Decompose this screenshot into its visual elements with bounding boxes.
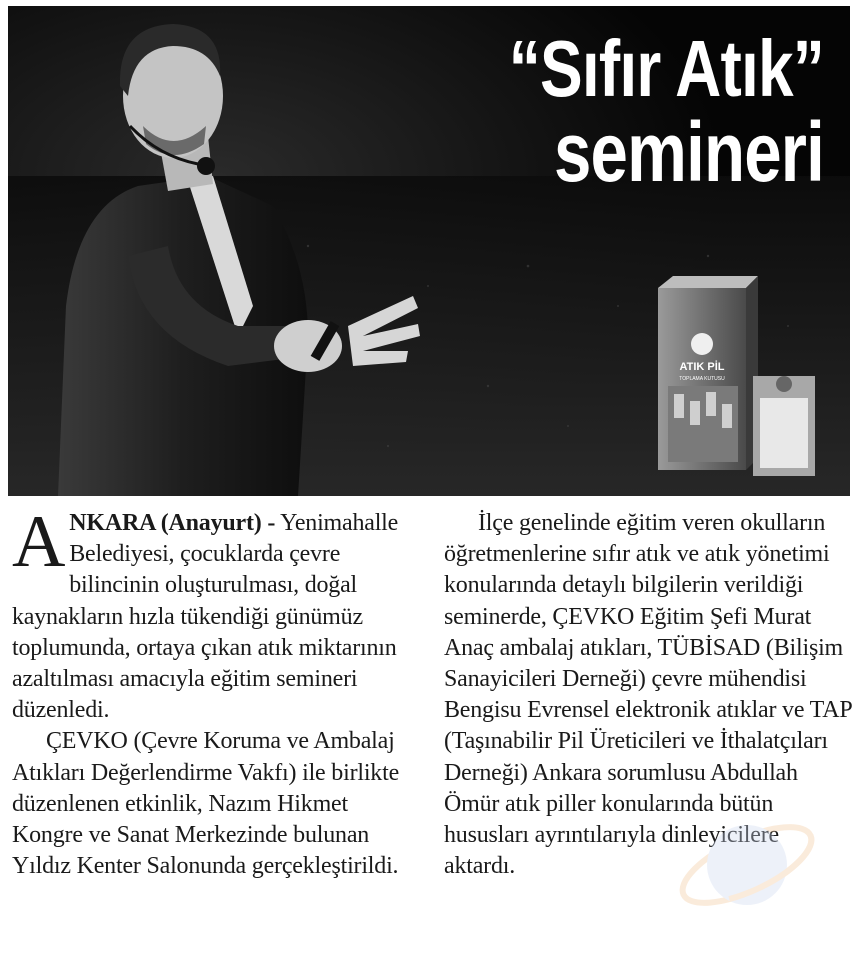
drop-cap: A [12, 501, 66, 583]
headline-line2: semineri [553, 104, 824, 199]
article-paragraph-3: İlçe genelinde eğitim veren okulların öğretmenlerine sıfır atık ve atık yönetimi konularında detaylı bilgilerin verildiği seminerde, ÇEVKO Eğitim Şefi Murat Anaç ambalaj atıkları, TÜBİSAD (Bilişim Sanayicileri Derneği) çevre mühendisi Bengisu Evrensel elektronik atıklar ve TAP (Taşınabilir Pil Üreticileri ve İthalatçıları Derneği) Ankara sorumlusu Abdullah Ömür atık piller konularında bütün hususları ayrıntılarıyla dinleyicilere aktardı. [444, 510, 852, 880]
article-photo [8, 6, 850, 496]
dateline: NKARA (Anayurt) - [69, 510, 276, 536]
paragraph-1-text: Yenimahalle Belediyesi, çocuklarda çevre bilincinin oluşturulması, doğal kaynakların hızla tükendiği günümüz toplumunda, ortaya çıkan atık miktarının azaltılması amacıyla eğitim semineri düzenledi. [12, 510, 399, 724]
headline-line1: “Sıfır Atık” [508, 24, 824, 113]
article-paragraph-2: ÇEVKO (Çevre Koruma ve Ambalaj Atıkları Değerlendirme Vakfı) ile birlikte düzenlenen etkinlik, Nazım Hikmet Kongre ve Sanat Merkezinde bulunan Yıldız Kenter Salonunda gerçekleştirildi. [12, 728, 400, 880]
headline [508, 24, 824, 199]
article-paragraph-1 [12, 501, 422, 726]
box-label: ATIK PİL [679, 361, 725, 373]
watermark-logo [672, 790, 822, 940]
box-sublabel: TOPLAMA KUTUSU [679, 376, 725, 382]
article-column-left [12, 501, 422, 882]
